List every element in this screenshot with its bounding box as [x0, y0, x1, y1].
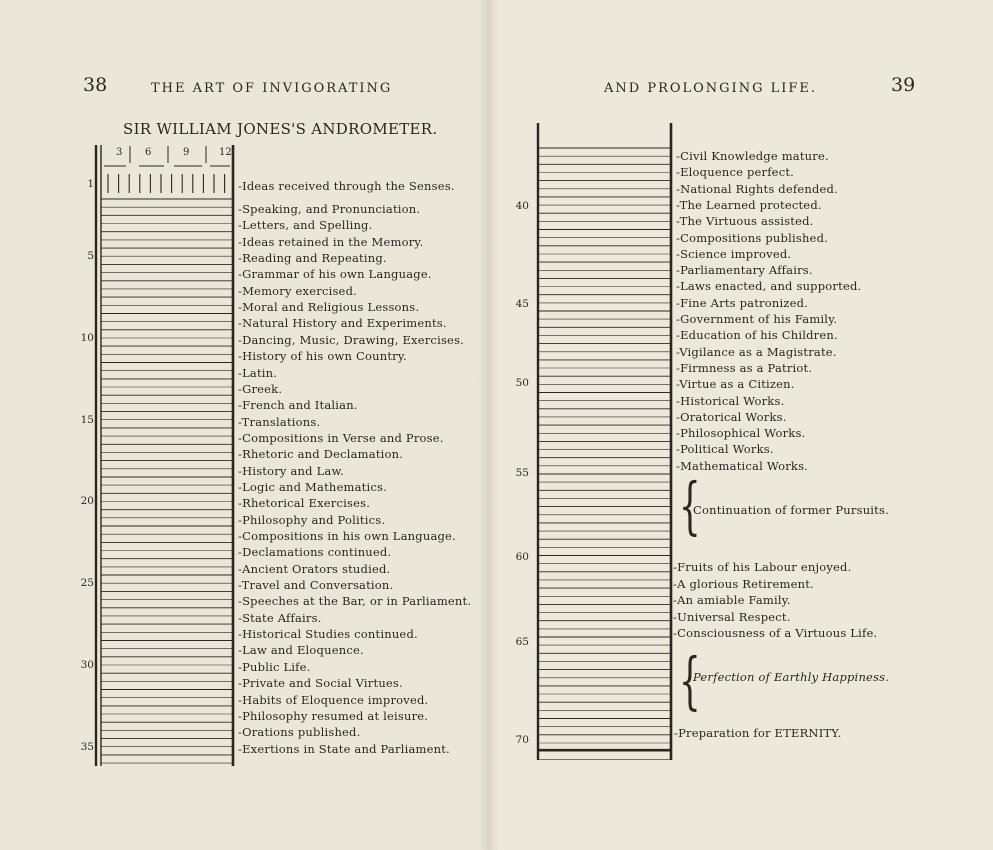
entry-label: -Letters, and Spelling. — [238, 218, 373, 233]
left-brace: { — [679, 469, 701, 542]
age-mark: 35 — [80, 740, 94, 753]
entry-label: -Eloquence perfect. — [676, 165, 795, 180]
age-mark: 40 — [515, 200, 529, 212]
age-mark: 30 — [80, 658, 94, 671]
entry-label: -Education of his Children. — [676, 328, 838, 343]
entry-label: -History and Law. — [238, 463, 344, 478]
age-mark: 50 — [515, 377, 529, 389]
entry-label: -Parliamentary Affairs. — [676, 263, 813, 278]
entry-label: -Rhetoric and Declamation. — [238, 447, 404, 462]
entry-label: -Memory exercised. — [238, 283, 357, 298]
entry-label: -Declamations continued. — [238, 545, 392, 560]
entry-label: -Private and Social Virtues. — [238, 676, 403, 691]
entry-label: -Dancing, Music, Drawing, Exercises. — [238, 332, 465, 347]
entry-label: -Fine Arts patronized. — [676, 295, 809, 310]
entry-label: -Universal Respect. — [673, 609, 791, 624]
age-mark: 1 — [87, 178, 94, 190]
entry-label: -French and Italian. — [238, 398, 358, 413]
right-running-head: AND PROLONGING LIFE. — [604, 81, 817, 96]
entry-label: -Public Life. — [238, 659, 311, 674]
entry-label: -A glorious Retirement. — [673, 576, 814, 591]
age-mark: 45 — [515, 298, 529, 310]
entry-label: -Reading and Repeating. — [238, 251, 387, 266]
entry-label: -Speaking, and Pronunciation. — [238, 202, 421, 216]
entry-label: -The Learned protected. — [676, 197, 822, 212]
andrometer-title: SIR WILLIAM JONES'S ANDROMETER. — [123, 120, 438, 138]
entry-label: -Science improved. — [676, 246, 792, 261]
scale-header-3: 3 — [116, 147, 123, 158]
brace-text-perfection: Perfection of Earthly Happiness. — [693, 670, 890, 684]
entry-label: -Speeches at the Bar, or in Parliament. — [238, 594, 472, 609]
entry-label: -Grammar of his own Language. — [238, 267, 432, 282]
entry-label: -Ancient Orators studied. — [238, 561, 391, 576]
left-page-number: 38 — [83, 74, 108, 96]
left-running-head: THE ART OF INVIGORATING — [151, 81, 393, 96]
age-mark: 70 — [515, 734, 529, 746]
entry-label: -The Virtuous assisted. — [676, 214, 814, 229]
entry-label: -Civil Knowledge mature. — [676, 149, 829, 163]
entry-label: -Moral and Religious Lessons. — [238, 300, 420, 315]
entry-label: -Ideas received through the Senses. — [238, 179, 455, 193]
entry-label: -Orations published. — [238, 725, 361, 740]
age-mark: 60 — [515, 551, 529, 563]
entry-label: -Travel and Conversation. — [238, 578, 394, 593]
entry-label: -Oratorical Works. — [676, 409, 787, 424]
entry-label: -An amiable Family. — [673, 593, 791, 608]
entry-label: -Vigilance as a Magistrate. — [676, 344, 837, 359]
entry-label: -Firmness as a Patriot. — [676, 360, 813, 375]
entry-label: -Mathematical Works. — [676, 458, 809, 473]
entry-label: -Laws enacted, and supported. — [676, 279, 862, 294]
entry-label: -Historical Works. — [676, 393, 785, 408]
entry-label: -Political Works. — [676, 442, 774, 457]
age-mark: 5 — [87, 250, 94, 263]
age-mark: 20 — [80, 495, 94, 508]
age-mark: 65 — [515, 636, 529, 648]
age-mark: 55 — [515, 467, 529, 479]
entry-label: -Philosophy resumed at leisure. — [238, 708, 429, 723]
entry-label: -Virtue as a Citizen. — [676, 377, 795, 392]
entry-label: -Latin. — [238, 365, 278, 380]
age-mark: 15 — [80, 413, 94, 426]
scale-header-9: 9 — [183, 147, 190, 158]
entry-label: -Government of his Family. — [676, 312, 838, 326]
left-brace: { — [679, 644, 701, 717]
entry-label: -History of his own Country. — [238, 349, 407, 364]
entry-label: -Natural History and Experiments. — [238, 316, 447, 331]
entry-label: -Habits of Eloquence improved. — [238, 692, 429, 707]
entry-label: -Translations. — [238, 414, 321, 429]
entry-label: -Logic and Mathematics. — [238, 479, 387, 494]
entry-label: -State Affairs. — [238, 610, 322, 625]
entry-label: -Greek. — [238, 381, 283, 396]
entry-label: -Compositions in his own Language. — [238, 529, 456, 543]
entry-label: -Consciousness of a Virtuous Life. — [673, 626, 878, 641]
entry-label: -Fruits of his Labour enjoyed. — [673, 560, 852, 574]
entry-label: -Philosophy and Politics. — [238, 512, 386, 527]
final-entry-label: -Preparation for ETERNITY. — [674, 726, 842, 740]
entry-label: -Compositions published. — [676, 230, 828, 245]
entry-label: -Law and Eloquence. — [238, 643, 364, 658]
scale-header-12: 12 — [219, 147, 232, 158]
brace-text-continuation: Continuation of former Pursuits. — [693, 503, 889, 517]
right-page-number: 39 — [891, 74, 916, 96]
entry-label: -Compositions in Verse and Prose. — [238, 430, 444, 445]
entry-label: -National Rights defended. — [676, 181, 838, 196]
scale-header-6: 6 — [145, 147, 152, 158]
entry-label: -Historical Studies continued. — [238, 627, 418, 642]
entry-label: -Ideas retained in the Memory. — [238, 234, 424, 249]
entry-label: -Philosophical Works. — [676, 426, 806, 441]
age-mark: 10 — [80, 331, 94, 344]
age-mark: 25 — [80, 577, 94, 590]
entry-label: -Rhetorical Exercises. — [238, 496, 371, 511]
entry-label: -Exertions in State and Parliament. — [238, 741, 450, 756]
